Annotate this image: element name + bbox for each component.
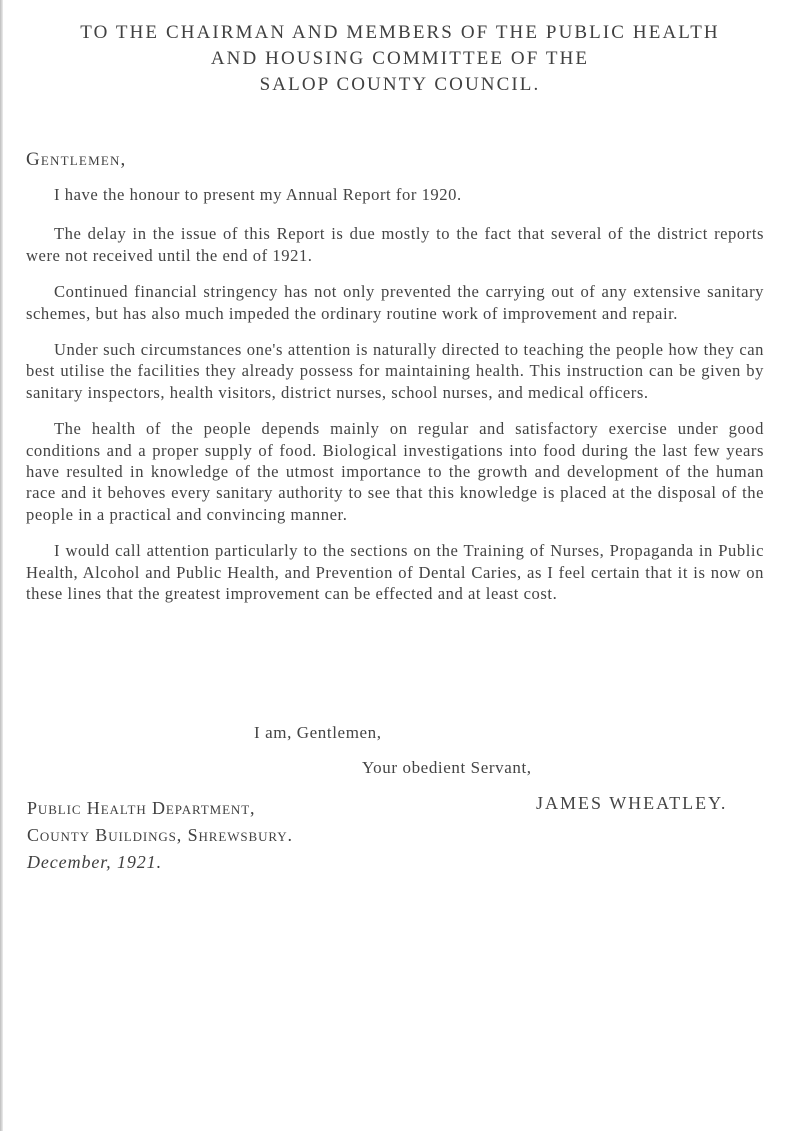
letter-body [26, 184, 764, 620]
salutation: Gentlemen, [26, 149, 127, 170]
complimentary-close: Your obedient Servant, [362, 758, 532, 777]
paragraph-food: The health of the people depends mainly on regular and satisfactory exercise under good conditions and a proper supply of food. Biological investigations into food during the last few years have resulted in knowledge of the utmost importance to the growth and development of the human race and it behoves every sanitary authority to see that this knowledge is placed at the disposal of the people in a practical and convincing manner. [26, 419, 764, 524]
paragraph-finance: Continued financial stringency has not only prevented the carrying out of any extensive sanitary schemes, but has also much impeded the ordinary routine work of improvement and repair. [26, 282, 764, 323]
sender-address: County Buildings, Shrewsbury. [27, 825, 293, 845]
page-edge-shadow [0, 0, 3, 1131]
closing-line: I am, Gentlemen, [254, 723, 382, 742]
signature: JAMES WHEATLEY. [536, 793, 728, 813]
letter-address [0, 20, 800, 98]
paragraph-sections: I would call attention particularly to the sections on the Training of Nurses, Propaganda in Public Health, Alcohol and Public Health, and Prevention of Dental Caries, as I feel certain that it is now on these lines that the greatest improvement can be effected and at least cost. [26, 541, 764, 604]
address-line-1: TO THE CHAIRMAN AND MEMBERS OF THE PUBLIC HEALTH [80, 22, 720, 43]
paragraph-delay: The delay in the issue of this Report is due mostly to the fact that several of the district reports were not received until the end of 1921. [26, 224, 764, 265]
address-line-2: AND HOUSING COMMITTEE OF THE [210, 48, 590, 69]
sender-department: Public Health Department, [27, 798, 256, 818]
paragraph-teaching: Under such circumstances one's attention is naturally directed to teaching the people how they can best utilise the facilities they already possess for maintaining health. This instruction can be given by sanitary inspectors, health visitors, district nurses, school nurses, and medical officers. [26, 340, 764, 402]
letter-date: December, 1921. [27, 852, 162, 872]
sender-block [27, 795, 293, 876]
address-line-3: SALOP COUNTY COUNCIL. [259, 74, 541, 95]
paragraph-intro: I have the honour to present my Annual Report for 1920. [54, 185, 462, 204]
